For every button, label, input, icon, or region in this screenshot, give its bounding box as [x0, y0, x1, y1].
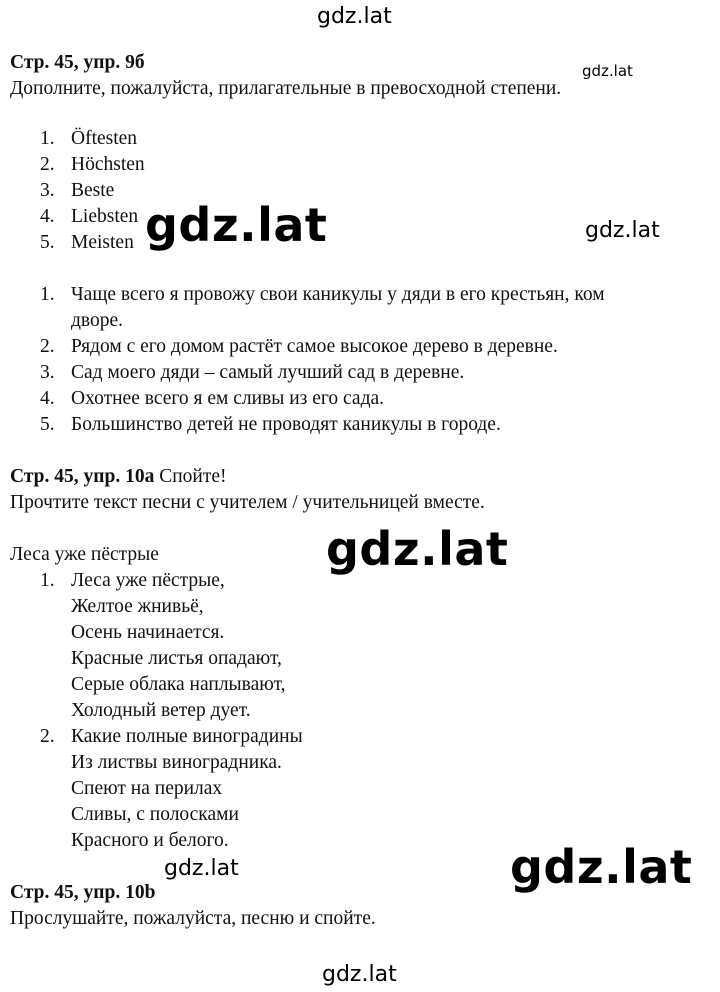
song-line: Холодный ветер дует.	[71, 700, 251, 721]
watermark-top: gdz.lat	[317, 4, 392, 29]
item-number: 1.	[40, 284, 55, 305]
watermark-right-1: gdz.lat	[585, 218, 660, 243]
section2-heading-bold: Стр. 45, упр. 10а	[10, 466, 155, 487]
section3-instruction: Прослушайте, пожалуйста, песню и спойте.	[10, 908, 376, 929]
song-line: Красные листья опадают,	[71, 648, 282, 669]
section1-heading: Стр. 45, упр. 9б	[10, 52, 145, 73]
word-text: Höchsten	[71, 154, 145, 175]
watermark-mid-bottom: gdz.lat	[164, 856, 239, 881]
watermark-large-3: gdz.lat	[510, 840, 693, 894]
list-item	[40, 360, 605, 386]
watermark-large-2: gdz.lat	[326, 522, 509, 576]
list-item	[40, 412, 605, 438]
item-number: 2.	[40, 154, 55, 175]
word-text: Meisten	[71, 232, 134, 253]
superlative-word-list	[40, 126, 145, 256]
song-verses	[40, 568, 303, 854]
list-item	[40, 178, 145, 204]
song-title: Леса уже пёстрые	[10, 544, 159, 565]
item-number: 1.	[40, 128, 55, 149]
verse-number: 1.	[40, 570, 55, 591]
item-number: 3.	[40, 180, 55, 201]
song-line: Из листвы виноградника.	[71, 752, 282, 773]
song-line: Осень начинается.	[71, 622, 225, 643]
song-line: Сливы, с полосками	[71, 804, 239, 825]
word-text: Öftesten	[71, 128, 138, 149]
translation-sentence-list	[40, 282, 605, 438]
section2-heading	[10, 464, 227, 490]
item-number: 2.	[40, 336, 55, 357]
list-item	[40, 386, 605, 412]
sentence-text: Сад моего дяди – самый лучший сад в деревне.	[71, 362, 465, 383]
item-number: 5.	[40, 232, 55, 253]
song-line: Какие полные виноградины	[71, 726, 303, 747]
list-item	[40, 230, 145, 256]
sentence-text: Рядом с его домом растёт самое высокое дерево в деревне.	[71, 336, 558, 357]
list-item	[40, 334, 605, 360]
word-text: Beste	[71, 180, 115, 201]
item-number: 4.	[40, 206, 55, 227]
song-line: Желтое жнивьё,	[71, 596, 204, 617]
list-item	[40, 152, 145, 178]
item-number: 5.	[40, 414, 55, 435]
word-text: Liebsten	[71, 206, 139, 227]
song-line: Серые облака наплывают,	[71, 674, 286, 695]
item-number: 4.	[40, 388, 55, 409]
sentence-text-continued: дворе.	[71, 310, 124, 331]
song-line: Красного и белого.	[71, 830, 229, 851]
list-item	[40, 126, 145, 152]
section3-heading: Стр. 45, упр. 10b	[10, 882, 156, 903]
sentence-text: Охотнее всего я ем сливы из его сада.	[71, 388, 385, 409]
list-item	[40, 204, 145, 230]
watermark-small-right: gdz.lat	[582, 62, 633, 80]
verse-1	[40, 568, 303, 724]
verse-number: 2.	[40, 726, 55, 747]
section2-instruction: Прочтите текст песни с учителем / учительницей вместе.	[10, 492, 485, 513]
watermark-large-1: gdz.lat	[145, 198, 328, 252]
song-line: Спеют на перилах	[71, 778, 223, 799]
song-line: Леса уже пёстрые,	[71, 570, 225, 591]
section2-heading-plain: Спойте!	[154, 466, 227, 487]
verse-2	[40, 724, 303, 854]
item-number: 3.	[40, 362, 55, 383]
sentence-text: Большинство детей не проводят каникулы в городе.	[71, 414, 501, 435]
list-item	[40, 282, 605, 334]
sentence-text: Чаще всего я провожу свои каникулы у дяди в его крестьян, ком	[71, 284, 605, 305]
section1-instruction: Дополните, пожалуйста, прилагательные в превосходной степени.	[10, 78, 562, 99]
watermark-bottom: gdz.lat	[322, 962, 397, 987]
